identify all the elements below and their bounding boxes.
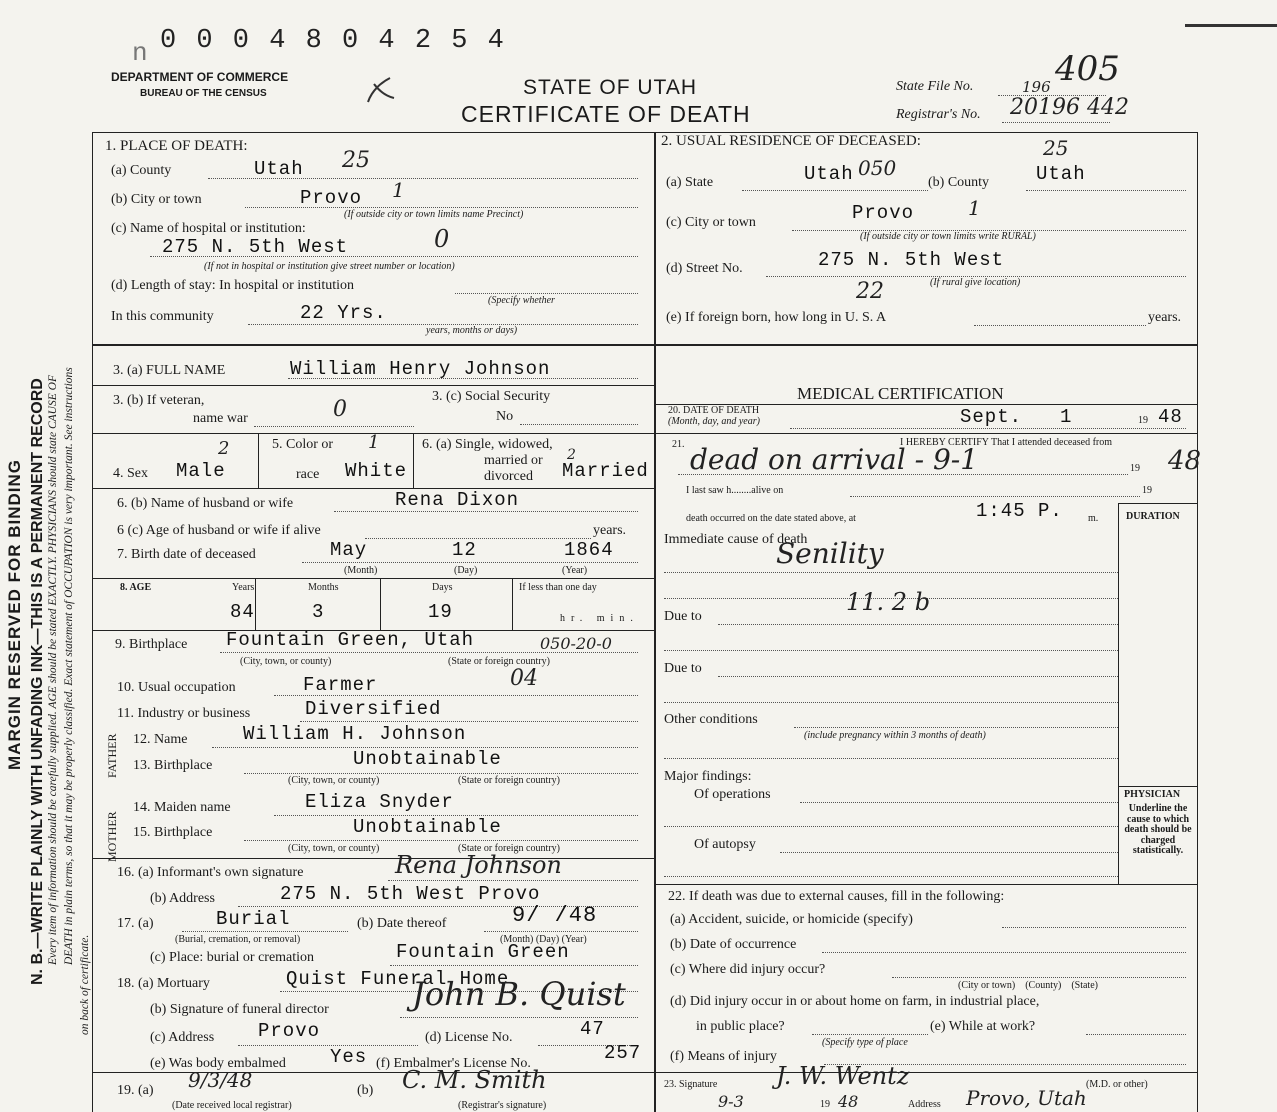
age-months-header: Months [308, 582, 339, 593]
dod-century: 19 [1138, 415, 1148, 426]
item-21-number: 21. [672, 439, 685, 450]
res-county-value: Utah [1036, 163, 1086, 185]
res-city-code: 1 [968, 196, 981, 220]
other-conditions-label: Other conditions [664, 712, 758, 727]
registrar-label: Registrar's No. [896, 107, 981, 122]
signature-century: 19 [820, 1099, 830, 1110]
foreign-code: 22 [856, 279, 884, 304]
marital-code: 2 [567, 447, 576, 463]
age-days-header: Days [432, 582, 453, 593]
marital-value: Married [562, 460, 649, 482]
form-right-border [1197, 132, 1198, 1112]
duration-header: DURATION [1126, 511, 1180, 522]
row-divider-registrar [92, 1072, 1197, 1073]
immediate-cause-label: Immediate cause of death [664, 532, 808, 547]
age-col-2 [380, 578, 381, 630]
state-file-handwritten: 405 [1055, 49, 1120, 89]
community-label: In this community [111, 309, 214, 324]
res-state-label: (a) State [666, 175, 714, 190]
full-name-label: 3. (a) FULL NAME [113, 363, 226, 378]
ss-no-label: No [496, 409, 514, 424]
md-caption: (M.D. or other) [1086, 1079, 1148, 1090]
embalmed-value: Yes [330, 1046, 368, 1068]
city-label: (b) City or town [111, 192, 202, 207]
burial-date-label: (b) Date thereof [357, 916, 447, 931]
certificate-title: CERTIFICATE OF DEATH [461, 101, 751, 127]
dod-month: Sept. [960, 406, 1023, 428]
father-name-value: William H. Johnson [243, 723, 467, 745]
foreign-label: (e) If foreign born, how long in U. S. A [666, 310, 887, 325]
mother-bp-caption-2: (State or foreign country) [458, 843, 560, 854]
certificate-serial-number: 0 0 0 4 8 0 4 2 5 4 [160, 26, 506, 56]
informant-address-value: 275 N. 5th West Provo [280, 883, 541, 905]
occupation-value: Farmer [303, 674, 378, 696]
sex-label: 4. Sex [113, 466, 148, 481]
marital-label-3: divorced [484, 469, 533, 484]
birth-month: May [330, 539, 368, 561]
last-saw-label: I last saw h........alive on [686, 485, 784, 496]
age-label: 8. AGE [120, 582, 152, 593]
occupation-code: 04 [510, 666, 538, 691]
burial-method-caption: (Burial, cremation, or removal) [175, 934, 301, 945]
physician-box-top [1118, 786, 1197, 787]
war-label: name war [193, 411, 248, 426]
res-street-value: 275 N. 5th West [818, 249, 1005, 271]
row-divider-age [92, 578, 654, 579]
month-caption: (Month) [344, 565, 378, 576]
county-code: 25 [342, 148, 370, 173]
duration-column [1118, 503, 1119, 884]
father-name-label: 12. Name [133, 732, 188, 747]
res-county-code: 25 [1043, 136, 1069, 160]
received-label: 19. (a) [117, 1083, 154, 1098]
res-city-value: Provo [852, 202, 915, 224]
registrar-number: 20196 442 [1010, 95, 1129, 120]
received-caption: (Date received local registrar) [172, 1100, 292, 1111]
hospital-code: 0 [434, 225, 450, 253]
hospital-label: (c) Name of hospital or institution: [111, 221, 306, 236]
veteran-label: 3. (b) If veteran, [113, 393, 205, 408]
dod-day: 1 [1060, 406, 1073, 428]
physician-label: PHYSICIAN [1124, 789, 1181, 800]
res-street-label: (d) Street No. [666, 261, 743, 276]
spouse-value: Rena Dixon [395, 489, 520, 511]
res-state-code: 050 [858, 156, 897, 180]
burial-place-label: (c) Place: burial or cremation [150, 950, 315, 965]
margin-ink-warning: N. B.—WRITE PLAINLY WITH UNFADING INK—THIS IS A PERMANENT RECORD [29, 378, 46, 985]
residence-heading: 2. USUAL RESIDENCE OF DECEASED: [661, 133, 921, 149]
res-city-label: (c) City or town [666, 215, 756, 230]
age-days-value: 19 [428, 601, 453, 623]
res-city-note: (If outside city or town limits write RURAL) [860, 231, 1036, 242]
signature-address-label: Address [908, 1099, 941, 1110]
dod-caption: (Month, day, and year) [668, 416, 760, 427]
city-value: Provo [300, 187, 363, 209]
funeral-director-label: (b) Signature of funeral director [150, 1002, 329, 1017]
dod-label: 20. DATE OF DEATH [668, 405, 760, 416]
age-hr-min: hr. min. [560, 613, 639, 624]
sex-value: Male [176, 460, 226, 482]
birth-year: 1864 [564, 539, 614, 561]
mother-birthplace-value: Unobtainable [353, 816, 502, 838]
mother-vertical-label: MOTHER [105, 811, 119, 862]
attended-century: 19 [1130, 463, 1140, 474]
spouse-age-label: 6 (c) Age of husband or wife if alive [117, 523, 321, 538]
race-value: White [345, 460, 408, 482]
row-divider-external [654, 884, 1197, 885]
race-label: race [296, 467, 320, 482]
state-file-label: State File No. [896, 79, 974, 94]
war-value: 0 [333, 397, 347, 422]
row-divider-informant [92, 858, 654, 859]
department-label: DEPARTMENT OF COMMERCE [111, 70, 289, 84]
mother-birthplace-label: 15. Birthplace [133, 825, 213, 840]
bureau-label: BUREAU OF THE CENSUS [140, 88, 267, 99]
burial-address-label: (c) Address [150, 1030, 215, 1045]
margin-binding-text: MARGIN RESERVED FOR BINDING [5, 459, 24, 770]
duration-top [1118, 503, 1197, 504]
birthplace-label: 9. Birthplace [115, 637, 188, 652]
age-years-value: 84 [230, 601, 255, 623]
age-months-value: 3 [312, 601, 325, 623]
license-label: (d) License No. [425, 1030, 513, 1045]
last-saw-century: 19 [1142, 485, 1152, 496]
embalmer-license-value: 257 [604, 1042, 642, 1064]
marital-label: 6. (a) Single, widowed, [422, 437, 553, 452]
mother-name-value: Eliza Snyder [305, 791, 454, 813]
margin-instructions-1: Every item of information should be carefully supplied. AGE should be stated EXACTLY. PHYSICIANS should state CAUSE OF [47, 375, 59, 965]
birthplace-caption-1: (City, town, or county) [240, 656, 332, 667]
father-bp-caption-1: (City, town, or county) [288, 775, 380, 786]
res-state-value: Utah [804, 163, 854, 185]
hospital-note: (If not in hospital or institution give street number or location) [204, 261, 455, 272]
burial-date-caption: (Month) (Day) (Year) [500, 934, 587, 945]
time-of-death: 1:45 P. [976, 500, 1063, 522]
age-years-header: Years [232, 582, 255, 593]
age-col-1 [255, 578, 256, 630]
underline-note: Underline the cause to which death should be charged statistically. [1124, 803, 1192, 856]
city-code: 1 [392, 178, 405, 202]
external-d2-label: in public place? [696, 1019, 785, 1034]
due-to-handwritten: 11. 2 b [846, 588, 931, 616]
other-conditions-caption: (include pregnancy within 3 months of death) [804, 730, 986, 741]
form-top-border [92, 132, 1197, 133]
license-value: 47 [580, 1018, 605, 1040]
registrar-line [1002, 122, 1110, 123]
form-left-border [92, 132, 93, 1112]
funeral-director-signature: John B. Quist [412, 975, 626, 1013]
industry-label: 11. Industry or business [117, 706, 251, 721]
county-label: (a) County [111, 163, 172, 178]
city-note: (If outside city or town limits name Precinct) [344, 209, 524, 220]
row-divider-name [92, 385, 654, 386]
community-value: 22 Yrs. [300, 302, 387, 324]
embalmer-license-label: (f) Embalmer's License No. [376, 1056, 531, 1071]
attended-handwritten: dead on arrival - 9-1 [690, 443, 979, 476]
external-d-label: (d) Did injury occur in or about home on farm, in industrial place, [670, 994, 1040, 1009]
full-name-value: William Henry Johnson [290, 358, 551, 380]
foreign-years: years. [1148, 310, 1182, 325]
color-label: 5. Color or [272, 437, 334, 452]
mortuary-value: Quist Funeral Home [286, 968, 510, 990]
birthplace-code: 050-20-0 [540, 634, 612, 653]
external-c-caption: (City or town) (County) (State) [958, 980, 1098, 991]
immediate-cause-handwritten: Senility [776, 537, 884, 570]
specify-place-caption: (Specify type of place [822, 1037, 908, 1048]
cell-divider-sex [258, 433, 259, 488]
burial-place-value: Fountain Green [396, 941, 570, 963]
father-bp-caption-2: (State or foreign country) [458, 775, 560, 786]
medical-heading: MEDICAL CERTIFICATION [797, 384, 1004, 403]
industry-value: Diversified [305, 698, 442, 720]
birthplace-caption-2: (State or foreign country) [448, 656, 550, 667]
informant-address-label: (b) Address [150, 891, 215, 906]
serial-prefix: n [132, 38, 148, 68]
spouse-label: 6. (b) Name of husband or wife [117, 496, 294, 511]
received-date: 9/3/48 [188, 1068, 253, 1092]
specify-note: (Specify whether [488, 295, 555, 306]
father-birthplace-value: Unobtainable [353, 748, 502, 770]
place-heading: 1. PLACE OF DEATH: [105, 138, 248, 154]
hospital-value: 275 N. 5th West [162, 236, 349, 258]
sex-code: 2 [218, 438, 230, 459]
top-edge-line [1185, 24, 1277, 27]
res-county-label: (b) County [928, 175, 990, 190]
race-code: 1 [368, 432, 380, 453]
death-occurred-label: death occurred on the date stated above, at [686, 513, 856, 524]
external-causes-heading: 22. If death was due to external causes, fill in the following: [668, 889, 1005, 904]
external-e-label: (e) While at work? [930, 1019, 1036, 1034]
spouse-age-years: years. [593, 523, 627, 538]
autopsy-label: Of autopsy [694, 837, 756, 852]
registrar-sig-caption: (Registrar's signature) [458, 1100, 547, 1111]
due-to-label-2: Due to [664, 661, 702, 676]
signature-label: 23. Signature [664, 1079, 718, 1090]
registrar-signature: C. M. Smith [402, 1066, 547, 1094]
state-file-value: 196 [1022, 78, 1051, 96]
age-lessday-header: If less than one day [519, 582, 597, 593]
burial-number-label: 17. (a) [117, 916, 154, 931]
year-caption: (Year) [562, 565, 588, 576]
external-c-label: (c) Where did injury occur? [670, 962, 826, 977]
length-of-stay-label: (d) Length of stay: In hospital or institution [111, 278, 355, 293]
embalmed-label: (e) Was body embalmed [150, 1056, 286, 1071]
form-center-divider [654, 132, 656, 1112]
major-findings-label: Major findings: [664, 769, 752, 784]
certify-statement: I HEREBY CERTIFY That I attended deceased from [900, 437, 1113, 448]
state-title: STATE OF UTAH [523, 76, 697, 99]
burial-date-value: 9/ /48 [512, 903, 598, 928]
informant-signature-label: 16. (a) Informant's own signature [117, 865, 304, 880]
operations-label: Of operations [694, 787, 771, 802]
due-to-label-1: Due to [664, 609, 702, 624]
county-value: Utah [254, 158, 304, 180]
time-meridiem: m. [1088, 513, 1099, 524]
birth-date-label: 7. Birth date of deceased [117, 547, 256, 562]
father-vertical-label: FATHER [105, 733, 119, 778]
signature-year: 48 [838, 1092, 859, 1111]
registrar-sig-b-label: (b) [357, 1083, 374, 1098]
mother-name-label: 14. Maiden name [133, 800, 231, 815]
birthplace-value: Fountain Green, Utah [226, 629, 475, 651]
mother-bp-caption-1: (City, town, or county) [288, 843, 380, 854]
res-street-note: (If rural give location) [930, 277, 1021, 288]
marital-label-2: married or [484, 453, 543, 468]
ymd-note: years, months or days) [426, 325, 518, 336]
margin-instructions-3: on back of certificate. [79, 934, 91, 1035]
external-b-label: (b) Date of occurrence [670, 937, 797, 952]
row-divider-sex [92, 488, 654, 489]
ss-label: 3. (c) Social Security [432, 389, 551, 404]
section-divider-1 [92, 344, 1197, 346]
burial-method: Burial [216, 908, 291, 930]
signature-address: Provo, Utah [966, 1086, 1087, 1110]
signature-date: 9-3 [718, 1092, 744, 1111]
margin-instructions-2: DEATH in plain terms, so that it may be properly classified. Exact statement of OCCUPATION is very important. See instructions [63, 367, 75, 965]
attended-year: 48 [1168, 446, 1202, 476]
handwritten-mark [360, 72, 400, 112]
informant-signature: Rena Johnson [395, 851, 562, 879]
occupation-label: 10. Usual occupation [117, 680, 236, 695]
mortuary-label: 18. (a) Mortuary [117, 976, 210, 991]
external-a-label: (a) Accident, suicide, or homicide (specify) [670, 912, 913, 927]
cell-divider-race [413, 433, 414, 488]
day-caption: (Day) [454, 565, 478, 576]
physician-signature: J. W. Wentz [776, 1062, 910, 1090]
birth-day: 12 [452, 539, 477, 561]
father-birthplace-label: 13. Birthplace [133, 758, 213, 773]
dod-year: 48 [1158, 406, 1183, 428]
external-f-label: (f) Means of injury [670, 1049, 777, 1064]
burial-address-value: Provo [258, 1020, 321, 1042]
age-col-3 [512, 578, 513, 630]
